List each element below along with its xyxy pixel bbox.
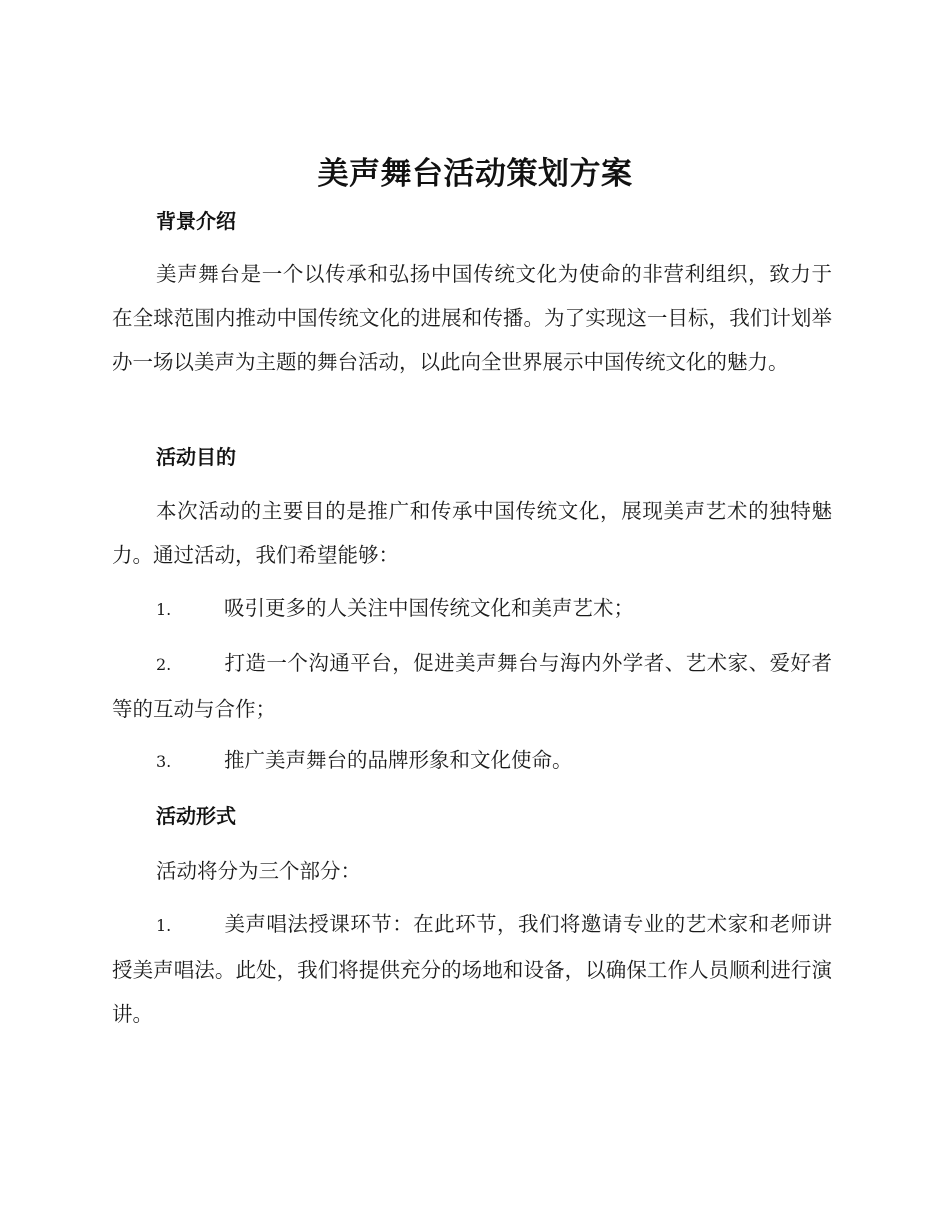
list-item-text: 美声唱法授课环节：在此环节，我们将邀请专业的艺术家和老师讲授美声唱法。此处，我们将提供充分的场地和设备，以确保工作人员顺利进行演讲。: [112, 912, 832, 1026]
section-heading-background: 背景介绍: [156, 209, 236, 233]
list-item-number: 2.: [156, 655, 172, 674]
purpose-list-item: [112, 641, 832, 731]
list-item-number: 1.: [156, 916, 172, 935]
purpose-paragraph: 本次活动的主要目的是推广和传承中国传统文化，展现美声艺术的独特魅力。通过活动，我们希望能够：: [112, 499, 832, 567]
format-list-item: [112, 902, 832, 1036]
background-paragraph: 美声舞台是一个以传承和弘扬中国传统文化为使命的非营利组织，致力于在全球范围内推动中国传统文化的进展和传播。为了实现这一目标，我们计划举办一场以美声为主题的舞台活动，以此向全世界展示中国传统文化的魅力。: [112, 262, 832, 374]
purpose-list-item: [112, 586, 832, 632]
section-heading-purpose: 活动目的: [156, 445, 236, 469]
list-item-text: 打造一个沟通平台，促进美声舞台与海内外学者、艺术家、爱好者等的互动与合作；: [112, 651, 832, 721]
purpose-list-item: [112, 738, 832, 784]
list-item-number: 3.: [156, 752, 172, 771]
list-item-number: 1.: [156, 600, 172, 619]
list-item-text: 吸引更多的人关注中国传统文化和美声艺术；: [224, 596, 634, 620]
list-item-text: 推广美声舞台的品牌形象和文化使命。: [224, 748, 573, 772]
document-title: 美声舞台活动策划方案: [317, 156, 633, 192]
format-intro: 活动将分为三个部分：: [156, 859, 361, 883]
section-heading-format: 活动形式: [156, 804, 236, 828]
